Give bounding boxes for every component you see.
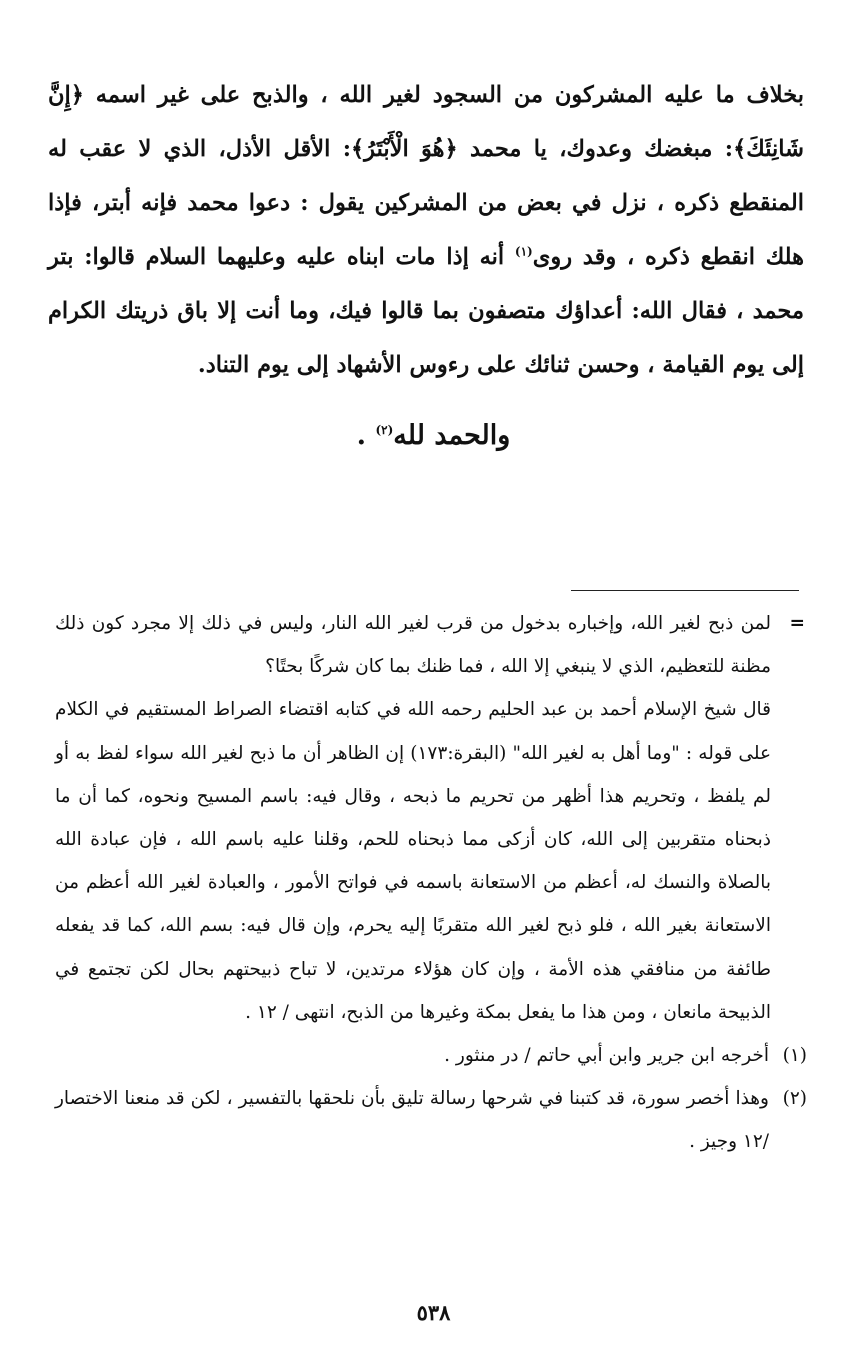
- main-paragraph: [48, 68, 804, 392]
- footnote-ref-2[interactable]: (٢): [375, 423, 394, 437]
- footnote-continuation: [55, 602, 807, 1034]
- footnote-2: [55, 1077, 807, 1163]
- footnote-continuation-paragraph-2: قال شيخ الإسلام أحمد بن عبد الحليم رحمه الله في كتابه اقتضاء الصراط المستقيم في الكلام على قوله : "وما أهل به لغير الله" (البقرة:١٧٣) إن الظاهر أن ما ذبح لغير الله سواء لفظ به أو لم يلفظ ، وتحريم هذا أظهر من تحريم ما ذبحه ، وقال فيه: باسم المسيح ونحوه، كما أن ما ذبحناه متقربين إلى الله، كان أزكى مما ذبحناه للحم، وقلنا عليه باسم الله ، فإن عبادة الله بالصلاة والنسك له، أعظم من الاستعانة باسمه في فواتح الأمور ، والعبادة لغير الله أعظم من الاستعانة بغير الله ، فلو ذبح لغير الله متقربًا إليه يحرم، وإن قال فيه: بسم الله، كما قد يفعله طائفة من منافقي هذه الأمة ، وإن كان هؤلاء مرتدين، لا تباح ذبيحتهم بحال لكن تجتمع في الذبيحة مانعان ، ومن هذا ما يفعل بمكة وغيرها من الذبح، انتهى / ١٢ .: [55, 699, 771, 1023]
- main-text-line-1: بخلاف ما عليه المشركون من السجود لغير الله ، والذبح على غير اسمه ﴿إِنَّ شَانِئَكَ﴾: مبغضك وعدوك، يا محمد ﴿هُوَ الْأَبْتَرُ﴾: الأقل الأذل، الذي لا عقب له المنقطع ذكره ، نزل في بعض من المشركين يقول : دعوا محمد فإنه أبتر، فإذا هلك انقطع ذكره ، وقد روى: [48, 82, 804, 270]
- footnote-separator: [571, 590, 799, 591]
- footnotes-block: [55, 602, 807, 1164]
- closing-praise: [0, 420, 867, 451]
- footnote-1: [55, 1034, 807, 1077]
- closing-end: .: [356, 420, 376, 451]
- page-number: ٥٣٨: [416, 1300, 451, 1325]
- closing-text: والحمد لله: [393, 420, 511, 451]
- footnote-continuation-paragraph-1: لمن ذبح لغير الله، وإخباره بدخول من قرب لغير الله النار، وليس في ذلك إلا مجرد كون ذلك مظنة للتعظيم، الذي لا ينبغي إلا الله ، فما ظنك بما كان شركًا بحتًا؟: [55, 613, 771, 678]
- continuation-mark: =: [789, 613, 805, 634]
- main-text-line-2: أنه إذا مات ابناه عليه وعليهما السلام قالوا: بتر محمد ، فقال الله: أعداؤك متصفون بما قالوا فيك، وما أنت إلا باق ذريتك الكرام إلى يوم القيامة ، وحسن ثنائك على رءوس الأشهاد إلى يوم التناد.: [48, 244, 804, 378]
- footnote-number-1: (١): [782, 1045, 807, 1067]
- footnote-ref-1[interactable]: (١): [514, 244, 533, 259]
- footnote-text-2: وهذا أخصر سورة، قد كتبنا في شرحها رسالة تليق بأن نلحقها بالتفسير ، لكن قد منعنا الاختصار /١٢ وجيز .: [55, 1088, 769, 1153]
- footnote-number-2: (٢): [782, 1088, 807, 1110]
- main-text-block: [48, 68, 804, 392]
- footnote-text-1: أخرجه ابن جرير وابن أبي حاتم / در منثور .: [444, 1045, 769, 1067]
